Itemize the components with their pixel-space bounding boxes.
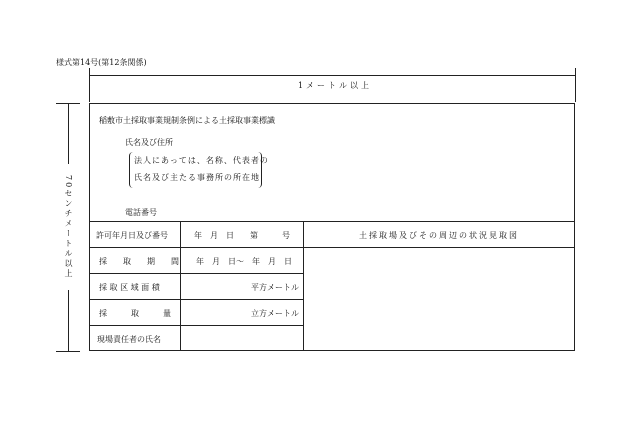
corporation-note-line1: 法人にあっては、名称、代表者の bbox=[134, 156, 269, 165]
height-dimension-label: 70センチメートル以上 bbox=[61, 164, 75, 290]
site-map-label: 土採取場及びその周辺の状況見取図 bbox=[359, 231, 519, 240]
collection-area-unit: 平方メートル bbox=[251, 283, 299, 292]
table-row-border-3 bbox=[89, 325, 303, 326]
width-dimension-label: 1メートル以上 bbox=[297, 81, 373, 90]
table-top-border bbox=[89, 221, 575, 222]
permit-date-number-label: 許可年月日及び番号 bbox=[96, 231, 168, 240]
form-number-label: 様式第14号(第12条関係) bbox=[56, 58, 147, 67]
phone-number-label: 電話番号 bbox=[125, 208, 157, 217]
width-dimension-line bbox=[89, 75, 575, 76]
name-address-label: 氏名及び住所 bbox=[125, 138, 173, 147]
width-dimension-right-tick bbox=[575, 68, 576, 102]
table-row-border-2 bbox=[89, 299, 303, 300]
collection-volume-label: 採 取 量 bbox=[99, 309, 171, 318]
permit-date-number-value: 年 月 日 第 号 bbox=[194, 231, 290, 240]
table-row-border-1 bbox=[89, 273, 303, 274]
site-manager-name-label: 現場責任者の氏名 bbox=[97, 335, 161, 344]
table-header-border bbox=[89, 247, 575, 248]
sign-title: 稲敷市土採取事業規制条例による土採取事業標識 bbox=[99, 116, 275, 125]
width-dimension-left-tick bbox=[89, 68, 90, 102]
collection-period-value: 年 月 日〜 年 月 日 bbox=[196, 257, 292, 266]
height-dimension-bottom-tick bbox=[56, 351, 80, 352]
collection-volume-unit: 立方メートル bbox=[251, 309, 299, 318]
corporation-note-line2: 氏名及び主たる事務所の所在地 bbox=[134, 173, 260, 182]
collection-area-label: 採 取 区 域 面 積 bbox=[99, 283, 160, 292]
collection-period-label: 採 取 期 間 bbox=[99, 257, 179, 266]
